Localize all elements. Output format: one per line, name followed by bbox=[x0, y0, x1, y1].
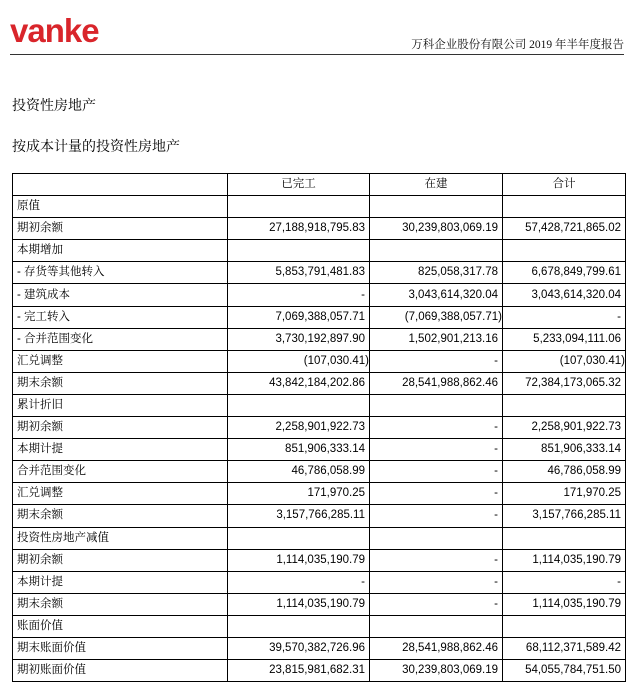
table-row bbox=[13, 218, 626, 240]
value-cell bbox=[228, 394, 370, 416]
table-row bbox=[13, 306, 626, 328]
value-cell bbox=[370, 196, 503, 218]
value-cell bbox=[503, 240, 626, 262]
vanke-logo: vanke bbox=[10, 12, 99, 49]
row-label: 汇兑调整 bbox=[13, 350, 228, 372]
value-cell: 2,258,901,922.73 bbox=[228, 417, 370, 439]
row-label: 期初余额 bbox=[13, 218, 228, 240]
value-cell: - bbox=[370, 461, 503, 483]
value-cell bbox=[503, 615, 626, 637]
value-cell: 851,906,333.14 bbox=[503, 439, 626, 461]
value-cell: (7,069,388,057.71) bbox=[370, 306, 503, 328]
table-row bbox=[13, 417, 626, 439]
value-cell: 57,428,721,865.02 bbox=[503, 218, 626, 240]
row-label: - 合并范围变化 bbox=[13, 328, 228, 350]
value-cell: 3,043,614,320.04 bbox=[503, 284, 626, 306]
value-cell: 46,786,058.99 bbox=[503, 461, 626, 483]
column-header-total: 合计 bbox=[503, 174, 626, 196]
value-cell: - bbox=[370, 549, 503, 571]
value-cell: 54,055,784,751.50 bbox=[503, 660, 626, 682]
row-label: 本期增加 bbox=[13, 240, 228, 262]
value-cell: 7,069,388,057.71 bbox=[228, 306, 370, 328]
table-row bbox=[13, 328, 626, 350]
value-cell: 1,114,035,190.79 bbox=[228, 593, 370, 615]
value-cell: 27,188,918,795.83 bbox=[228, 218, 370, 240]
value-cell: - bbox=[370, 417, 503, 439]
row-label: - 完工转入 bbox=[13, 306, 228, 328]
column-header-completed: 已完工 bbox=[228, 174, 370, 196]
value-cell: 851,906,333.14 bbox=[228, 439, 370, 461]
table-row bbox=[13, 350, 626, 372]
row-label: 期末余额 bbox=[13, 593, 228, 615]
table-row bbox=[13, 615, 626, 637]
table-row bbox=[13, 284, 626, 306]
row-label: 投资性房地产减值 bbox=[13, 527, 228, 549]
table-row bbox=[13, 549, 626, 571]
table-row bbox=[13, 593, 626, 615]
value-cell bbox=[228, 615, 370, 637]
header-divider bbox=[10, 54, 624, 55]
value-cell: (107,030.41) bbox=[503, 350, 626, 372]
value-cell: 3,157,766,285.11 bbox=[503, 505, 626, 527]
table-body bbox=[13, 196, 626, 682]
value-cell: 5,233,094,111.06 bbox=[503, 328, 626, 350]
value-cell: - bbox=[228, 571, 370, 593]
row-label: 本期计提 bbox=[13, 571, 228, 593]
row-label: 原值 bbox=[13, 196, 228, 218]
value-cell bbox=[370, 394, 503, 416]
value-cell: 28,541,988,862.46 bbox=[370, 637, 503, 659]
value-cell: 23,815,981,682.31 bbox=[228, 660, 370, 682]
value-cell: 30,239,803,069.19 bbox=[370, 660, 503, 682]
value-cell: 825,058,317.78 bbox=[370, 262, 503, 284]
row-label: - 存货等其他转入 bbox=[13, 262, 228, 284]
value-cell bbox=[370, 240, 503, 262]
value-cell: 46,786,058.99 bbox=[228, 461, 370, 483]
value-cell: 171,970.25 bbox=[228, 483, 370, 505]
table-row bbox=[13, 660, 626, 682]
row-label: 期末余额 bbox=[13, 505, 228, 527]
value-cell: 28,541,988,862.46 bbox=[370, 372, 503, 394]
value-cell bbox=[228, 240, 370, 262]
value-cell: - bbox=[228, 284, 370, 306]
table-row bbox=[13, 461, 626, 483]
table-row bbox=[13, 637, 626, 659]
row-label: 汇兑调整 bbox=[13, 483, 228, 505]
subsection-title: 按成本计量的投资性房地产 bbox=[12, 138, 180, 154]
value-cell: 43,842,184,202.86 bbox=[228, 372, 370, 394]
value-cell bbox=[370, 615, 503, 637]
value-cell: 2,258,901,922.73 bbox=[503, 417, 626, 439]
value-cell: 1,114,035,190.79 bbox=[503, 549, 626, 571]
report-title: 万科企业股份有限公司 2019 年半年度报告 bbox=[411, 39, 624, 51]
value-cell: - bbox=[503, 306, 626, 328]
value-cell: 1,502,901,213.16 bbox=[370, 328, 503, 350]
value-cell: - bbox=[503, 571, 626, 593]
value-cell: - bbox=[370, 505, 503, 527]
value-cell: - bbox=[370, 593, 503, 615]
value-cell: - bbox=[370, 439, 503, 461]
row-label: 期初余额 bbox=[13, 417, 228, 439]
column-header-item bbox=[13, 174, 228, 196]
table-row bbox=[13, 372, 626, 394]
value-cell bbox=[503, 394, 626, 416]
value-cell: 72,384,173,065.32 bbox=[503, 372, 626, 394]
table-row bbox=[13, 394, 626, 416]
table-row bbox=[13, 505, 626, 527]
value-cell: 3,730,192,897.90 bbox=[228, 328, 370, 350]
value-cell bbox=[228, 527, 370, 549]
table-row bbox=[13, 240, 626, 262]
value-cell: 68,112,371,589.42 bbox=[503, 637, 626, 659]
row-label: 本期计提 bbox=[13, 439, 228, 461]
value-cell: 3,043,614,320.04 bbox=[370, 284, 503, 306]
row-label: 期初账面价值 bbox=[13, 660, 228, 682]
value-cell: 30,239,803,069.19 bbox=[370, 218, 503, 240]
table-row bbox=[13, 196, 626, 218]
value-cell bbox=[228, 196, 370, 218]
value-cell: - bbox=[370, 571, 503, 593]
row-label: - 建筑成本 bbox=[13, 284, 228, 306]
investment-property-table bbox=[12, 173, 626, 682]
value-cell: 1,114,035,190.79 bbox=[503, 593, 626, 615]
value-cell: - bbox=[370, 483, 503, 505]
value-cell bbox=[370, 527, 503, 549]
value-cell: 3,157,766,285.11 bbox=[228, 505, 370, 527]
row-label: 期初余额 bbox=[13, 549, 228, 571]
value-cell: 1,114,035,190.79 bbox=[228, 549, 370, 571]
value-cell bbox=[503, 196, 626, 218]
row-label: 期末账面价值 bbox=[13, 637, 228, 659]
value-cell: 6,678,849,799.61 bbox=[503, 262, 626, 284]
value-cell: (107,030.41) bbox=[228, 350, 370, 372]
table-row bbox=[13, 439, 626, 461]
row-label: 账面价值 bbox=[13, 615, 228, 637]
value-cell bbox=[503, 527, 626, 549]
table-row bbox=[13, 571, 626, 593]
page-header bbox=[0, 0, 637, 58]
section-title: 投资性房地产 bbox=[12, 97, 96, 113]
value-cell: - bbox=[370, 350, 503, 372]
table-header-row bbox=[13, 174, 626, 196]
row-label: 期末余额 bbox=[13, 372, 228, 394]
value-cell: 171,970.25 bbox=[503, 483, 626, 505]
table-row bbox=[13, 527, 626, 549]
value-cell: 5,853,791,481.83 bbox=[228, 262, 370, 284]
row-label: 合并范围变化 bbox=[13, 461, 228, 483]
row-label: 累计折旧 bbox=[13, 394, 228, 416]
table-row bbox=[13, 262, 626, 284]
column-header-under-construction: 在建 bbox=[370, 174, 503, 196]
table-row bbox=[13, 483, 626, 505]
value-cell: 39,570,382,726.96 bbox=[228, 637, 370, 659]
